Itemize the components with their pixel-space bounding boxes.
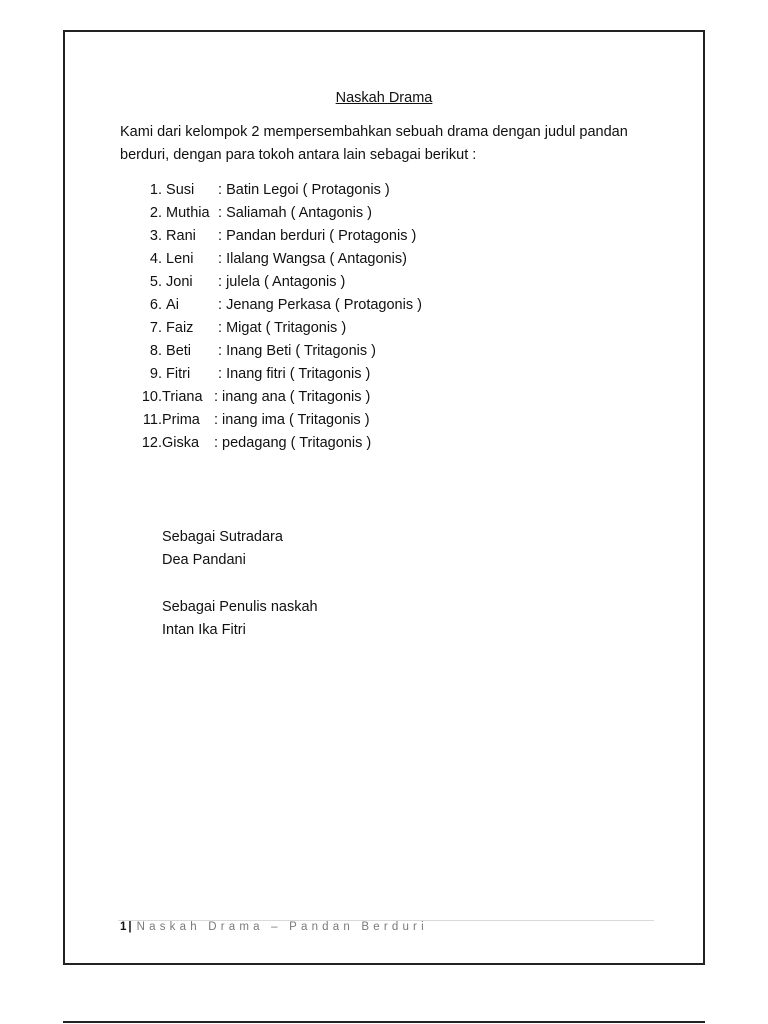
cast-role: : Migat ( Tritagonis ) (218, 320, 347, 336)
cast-item (135, 271, 422, 294)
cast-role: : Inang fitri ( Tritagonis ) (218, 366, 371, 382)
cast-actor: Triana (162, 389, 203, 405)
cast-role: : inang ana ( Tritagonis ) (214, 389, 371, 405)
footer-text: Naskah Drama – Pandan Berduri (136, 921, 428, 933)
cast-actor: Susi (166, 182, 195, 198)
cast-role: : Inang Beti ( Tritagonis ) (218, 343, 376, 359)
cast-actor: Fitri (166, 366, 191, 382)
cast-role: : pedagang ( Tritagonis ) (214, 435, 372, 451)
cast-item (135, 225, 422, 248)
document-page (63, 30, 705, 965)
intro-paragraph: Kami dari kelompok 2 mempersembahkan sebuah drama dengan judul pandan berduri, dengan para tokoh antara lain sebagai berikut : (120, 124, 628, 163)
cast-role: : Batin Legoi ( Protagonis ) (218, 182, 390, 198)
cast-actor: Faiz (166, 320, 194, 336)
cast-item (135, 363, 422, 386)
cast-item (135, 340, 422, 363)
cast-actor: Ai (166, 297, 179, 313)
director-name: Dea Pandani (162, 552, 246, 568)
cast-item (135, 179, 422, 202)
cast-actor: Rani (166, 228, 196, 244)
cast-item (135, 248, 422, 271)
cast-item (135, 432, 422, 455)
page-footer (120, 921, 428, 933)
cast-list (135, 179, 422, 455)
cast-item (135, 317, 422, 340)
cast-actor: Giska (162, 435, 200, 451)
cast-item (135, 409, 422, 432)
cast-number: 1. (149, 182, 162, 198)
cast-number: 5. (149, 274, 162, 290)
cast-number: 2. (149, 205, 162, 221)
cast-number: 7. (149, 320, 162, 336)
writer-credit (162, 596, 318, 642)
cast-role: : inang ima ( Tritagonis ) (214, 412, 370, 428)
cast-number: 3. (149, 228, 162, 244)
writer-label: Sebagai Penulis naskah (162, 599, 318, 615)
cast-item (135, 202, 422, 225)
director-credit (162, 526, 283, 572)
director-label: Sebagai Sutradara (162, 529, 283, 545)
writer-name: Intan Ika Fitri (162, 622, 246, 638)
cast-number: 6. (149, 297, 162, 313)
cast-number: 9. (149, 366, 162, 382)
cast-actor: Leni (166, 251, 194, 267)
cast-item (135, 386, 422, 409)
cast-actor: Muthia (166, 205, 210, 221)
cast-actor: Beti (166, 343, 192, 359)
cast-number: 11. (142, 412, 162, 428)
cast-role: : Pandan berduri ( Protagonis ) (218, 228, 417, 244)
footer-page-number: 1 (120, 921, 127, 933)
cast-role: : Jenang Perkasa ( Protagonis ) (218, 297, 422, 313)
cast-number: 8. (149, 343, 162, 359)
cast-role: : julela ( Antagonis ) (218, 274, 346, 290)
cast-role: : Saliamah ( Antagonis ) (218, 205, 372, 221)
next-page-edge (63, 1021, 705, 1023)
cast-number: 10. (141, 389, 162, 405)
cast-role: : Ilalang Wangsa ( Antagonis) (218, 251, 407, 267)
footer-separator: | (128, 921, 132, 933)
cast-item (135, 294, 422, 317)
cast-number: 4. (149, 251, 162, 267)
cast-number: 12. (141, 435, 162, 451)
cast-actor: Joni (166, 274, 193, 290)
document-title: Naskah Drama (335, 90, 433, 106)
cast-actor: Prima (162, 412, 200, 428)
